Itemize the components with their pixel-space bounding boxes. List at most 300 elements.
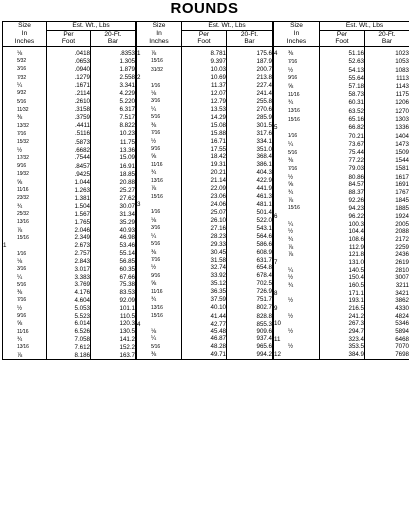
- bar-weight-cell: 2172: [365, 236, 409, 244]
- per-foot-cell: 27.16: [182, 224, 227, 232]
- size-cell: [3, 352, 47, 360]
- weight-table-1: [2, 21, 136, 360]
- per-foot-cell: 15.08: [182, 122, 227, 129]
- bar-weight-cell: 120.3: [91, 320, 136, 327]
- per-foot-cell: 57.18: [320, 83, 365, 91]
- size-cell: [137, 153, 182, 160]
- bar-weight-cell: 1023: [365, 50, 409, 58]
- table-row: [137, 320, 273, 327]
- size-cell: [274, 328, 320, 336]
- size-cell: [3, 336, 47, 343]
- per-foot-cell: 40.10: [182, 304, 227, 312]
- size-cell: [3, 328, 47, 336]
- size-fraction: ⅝: [17, 178, 23, 186]
- size-fraction: ½: [288, 173, 294, 181]
- table-row: [3, 210, 136, 218]
- size-cell: [137, 161, 182, 169]
- table-row: [137, 343, 273, 351]
- per-foot-cell: 35.12: [182, 280, 227, 287]
- table-row: [274, 251, 409, 259]
- per-foot-cell: 384.9: [320, 351, 365, 360]
- bar-weight-cell: 678.4: [227, 272, 273, 280]
- size-header: Size: [290, 22, 303, 29]
- size-cell: [274, 351, 320, 360]
- per-foot-cell: .5873: [47, 138, 91, 146]
- size-cell: [274, 157, 320, 165]
- size-fraction: 7⁄16: [288, 58, 298, 65]
- size-fraction: 11⁄32: [17, 106, 29, 113]
- bar-weight-cell: 16.91: [91, 162, 136, 170]
- table-row: [137, 296, 273, 303]
- bar-weight-cell: 543.1: [227, 224, 273, 232]
- size-cell: [274, 90, 320, 99]
- size-cell: [137, 106, 182, 113]
- size-cell: [3, 170, 47, 178]
- per-foot-cell: 8.186: [47, 352, 91, 360]
- bar-weight-cell: 1544: [365, 157, 409, 165]
- per-foot-cell: 79.03: [320, 165, 365, 174]
- per-foot-cell: 19.31: [182, 161, 227, 169]
- per-foot-cell: 46.87: [182, 335, 227, 342]
- size-cell: [274, 165, 320, 174]
- bar-weight-cell: 175.6: [227, 50, 273, 57]
- bar-weight-cell: 92.09: [91, 296, 136, 304]
- table-row: [137, 217, 273, 224]
- bar-weight-cell: 130.5: [91, 328, 136, 336]
- per-foot-cell: 241.2: [320, 313, 365, 321]
- bar-weight-cell: 334.1: [227, 138, 273, 145]
- table-row: [274, 220, 409, 228]
- bar-weight-cell: 1767: [365, 189, 409, 197]
- size-cell: [137, 97, 182, 105]
- size-fraction: ¾: [288, 282, 294, 290]
- bar-weight-cell: 227.4: [227, 82, 273, 90]
- table-row: [137, 50, 273, 57]
- table-row: [274, 290, 409, 298]
- bar-weight-cell: 7070: [365, 343, 409, 351]
- table-row: [137, 280, 273, 287]
- size-fraction: ¾: [288, 236, 294, 243]
- size-fraction: ¼: [151, 105, 157, 113]
- per-foot-cell: 171.1: [320, 290, 365, 298]
- size-fraction: ⅞: [151, 49, 157, 57]
- table-row: [3, 57, 136, 65]
- table-row: [274, 351, 409, 360]
- per-foot-cell: 63.52: [320, 107, 365, 116]
- per-foot-cell: 5.523: [47, 312, 91, 320]
- size-cell: [3, 106, 47, 114]
- table-row: [3, 274, 136, 281]
- size-cell: [274, 320, 320, 328]
- per-foot-cell: 36.35: [182, 288, 227, 296]
- size-cell: [274, 204, 320, 213]
- per-foot-cell: 32.74: [182, 264, 227, 271]
- size-cell: [137, 335, 182, 342]
- size-cell: [274, 74, 320, 83]
- size-cell: [3, 147, 47, 154]
- size-cell: [3, 130, 47, 138]
- bar-weight-cell: 3.341: [91, 82, 136, 89]
- size-fraction: 15⁄16: [151, 58, 163, 65]
- table-row: [137, 233, 273, 240]
- bar-weight-cell: 802.7: [227, 304, 273, 312]
- per-foot-cell: 25.07: [182, 208, 227, 216]
- size-fraction: 11⁄16: [17, 187, 29, 194]
- bar-weight-cell: 1.879: [91, 65, 136, 73]
- bar-weight-cell: 1113: [365, 74, 409, 83]
- size-whole: 1: [3, 242, 7, 250]
- size-cell: [137, 304, 182, 312]
- bar-weight-cell: 13.36: [91, 147, 136, 154]
- table-row: [3, 106, 136, 114]
- bar-weight-cell: 909.6: [227, 328, 273, 335]
- per-foot-cell: 12.79: [182, 97, 227, 105]
- bar-weight-cell: 4.229: [91, 89, 136, 97]
- bar-weight-cell: 7698: [365, 351, 409, 360]
- bar-weight-cell: 501.4: [227, 208, 273, 216]
- bar-weight-cell: 15.09: [91, 154, 136, 162]
- size-fraction: 7⁄16: [151, 130, 161, 137]
- per-foot-cell: 2.046: [47, 227, 91, 234]
- size-cell: [137, 208, 182, 216]
- per-foot-cell: 54.13: [320, 66, 365, 74]
- per-foot-cell: 70.21: [320, 132, 365, 141]
- size-fraction: ⅜: [17, 289, 23, 297]
- table-row: [3, 265, 136, 273]
- table-row: [274, 236, 409, 244]
- size-cell: [137, 217, 182, 224]
- per-foot-cell: 16.71: [182, 138, 227, 145]
- per-foot-cell: 6.526: [47, 328, 91, 336]
- size-cell: [274, 66, 320, 74]
- bar-weight-cell: 608.9: [227, 249, 273, 256]
- per-foot-cell: .4411: [47, 122, 91, 130]
- table-row: [274, 297, 409, 305]
- table-row: [137, 97, 273, 105]
- size-whole: 11: [274, 335, 281, 343]
- per-foot-cell: 49.71: [182, 351, 227, 359]
- per-foot-cell: 60.31: [320, 99, 365, 107]
- size-fraction: 5⁄16: [151, 114, 161, 121]
- size-fraction: 13⁄16: [288, 108, 300, 114]
- bar-weight-cell: 60.35: [91, 265, 136, 273]
- size-fraction: 1⁄16: [288, 133, 298, 140]
- size-cell: [137, 50, 182, 57]
- size-cell: [3, 227, 47, 234]
- table-row: [137, 224, 273, 232]
- table-row: [3, 328, 136, 336]
- table-row: [3, 250, 136, 258]
- table-row: [137, 351, 273, 359]
- per-foot-cell: 96.22: [320, 213, 365, 221]
- size-fraction: ⅝: [288, 181, 294, 189]
- per-foot-cell: 22.09: [182, 185, 227, 192]
- size-fraction: 7⁄16: [288, 165, 298, 172]
- bar-weight-cell: 53.46: [91, 242, 136, 249]
- size-cell: [3, 122, 47, 130]
- per-foot-cell: 42.77: [182, 320, 227, 327]
- bar-weight-cell: 965.6: [227, 343, 273, 351]
- bar-weight-cell: 56.85: [91, 258, 136, 265]
- size-fraction: 5⁄16: [17, 98, 27, 105]
- size-cell: [3, 289, 47, 296]
- per-foot-cell: 37.59: [182, 296, 227, 303]
- bar-weight-cell: 3211: [365, 282, 409, 290]
- size-fraction: ⅝: [151, 153, 157, 161]
- size-fraction: ½: [288, 297, 294, 305]
- size-whole: 5: [274, 124, 278, 132]
- table-row: [3, 162, 136, 170]
- size-cell: [274, 50, 320, 58]
- size-cell: [3, 98, 47, 106]
- per-foot-cell: .2610: [47, 98, 91, 106]
- size-cell: [274, 274, 320, 282]
- bar-header: 20-Ft. Bar: [227, 30, 273, 46]
- size-cell: [137, 288, 182, 296]
- table-row: [274, 181, 409, 189]
- size-fraction: ⅛: [151, 90, 157, 98]
- per-foot-cell: 140.5: [320, 267, 365, 275]
- size-fraction: ⅞: [288, 251, 294, 259]
- size-fraction: ⅛: [151, 327, 157, 335]
- bar-weight-cell: 1303: [365, 116, 409, 125]
- bar-weight-cell: 8.822: [91, 122, 136, 130]
- bar-weight-cell: 3862: [365, 297, 409, 305]
- bar-weight-cell: 2005: [365, 220, 409, 228]
- per-foot-cell: 88.37: [320, 189, 365, 197]
- table-row: [274, 66, 409, 74]
- size-fraction: ⅞: [288, 196, 294, 204]
- bar-weight-cell: 5346: [365, 320, 409, 328]
- size-fraction: ½: [288, 228, 294, 236]
- bar-weight-cell: 1924: [365, 213, 409, 221]
- table-row: [137, 122, 273, 129]
- size-fraction: ⅞: [151, 185, 157, 193]
- size-fraction: ½: [288, 66, 294, 74]
- per-foot-cell: 45.48: [182, 328, 227, 335]
- size-cell: [137, 82, 182, 90]
- size-cell: [137, 169, 182, 176]
- size-fraction: ⅝: [288, 82, 294, 90]
- weight-table-3: [273, 21, 409, 360]
- per-foot-cell: 1.567: [47, 210, 91, 218]
- table-row: [274, 213, 409, 221]
- table-row: [137, 256, 273, 264]
- table-row: [3, 320, 136, 327]
- size-fraction: ½: [151, 137, 157, 145]
- table-row: [3, 186, 136, 194]
- bar-weight-cell: 101.1: [91, 305, 136, 312]
- table-row: [274, 244, 409, 252]
- size-cell: [3, 343, 47, 351]
- per-foot-cell: 11.37: [182, 82, 227, 90]
- bar-weight-cell: 751.7: [227, 296, 273, 303]
- size-fraction: 9⁄16: [288, 75, 298, 82]
- per-foot-header: Per Foot: [47, 30, 91, 46]
- size-fraction: 17⁄32: [17, 154, 29, 161]
- size-fraction: ¼: [288, 220, 294, 228]
- table-row: [3, 154, 136, 162]
- size-cell: [3, 194, 47, 202]
- per-foot-cell: 1.381: [47, 194, 91, 202]
- size-fraction: ½: [288, 328, 294, 336]
- per-foot-cell: 84.57: [320, 181, 365, 189]
- per-foot-cell: 1.044: [47, 179, 91, 186]
- size-cell: [274, 228, 320, 236]
- size-fraction: ⅜: [151, 248, 157, 256]
- size-cell: [3, 50, 47, 57]
- size-fraction: 15⁄16: [151, 313, 163, 320]
- per-foot-cell: 6.014: [47, 320, 91, 327]
- table-row: [274, 124, 409, 132]
- table-row: [137, 240, 273, 248]
- bar-weight-cell: 270.6: [227, 106, 273, 113]
- size-fraction: ¾: [151, 169, 157, 177]
- per-foot-cell: .7544: [47, 154, 91, 162]
- table-row: [3, 305, 136, 312]
- table-row: [274, 58, 409, 67]
- size-fraction: ⅞: [288, 243, 294, 251]
- page-title: ROUNDS: [170, 0, 239, 17]
- bar-weight-cell: 163.7: [91, 352, 136, 360]
- est-weight-header: Est. Wt., Lbs: [47, 22, 136, 31]
- size-fraction: ⅞: [17, 351, 23, 359]
- per-foot-cell: 2.843: [47, 258, 91, 265]
- size-cell: [137, 249, 182, 256]
- size-fraction: 1⁄16: [151, 82, 161, 89]
- per-foot-cell: 112.9: [320, 244, 365, 252]
- bar-weight-cell: 317.6: [227, 129, 273, 137]
- size-cell: [274, 220, 320, 228]
- table-row: [3, 336, 136, 343]
- table-row: [3, 170, 136, 178]
- bar-weight-cell: 46.98: [91, 234, 136, 242]
- size-cell: [274, 196, 320, 204]
- bar-weight-cell: 67.66: [91, 274, 136, 281]
- size-cell: [274, 343, 320, 351]
- size-fraction: ½: [17, 146, 23, 154]
- size-cell: [137, 296, 182, 303]
- table-row: [137, 264, 273, 271]
- bar-weight-cell: 55.14: [91, 250, 136, 258]
- per-foot-cell: 8.781: [182, 50, 227, 57]
- bar-weight-cell: 1473: [365, 141, 409, 149]
- bar-weight-cell: 441.9: [227, 185, 273, 192]
- bar-weight-cell: 152.2: [91, 343, 136, 351]
- table-row: [274, 196, 409, 204]
- size-cell: [274, 148, 320, 157]
- size-fraction: ¼: [288, 266, 294, 274]
- per-foot-cell: 3.769: [47, 281, 91, 289]
- size-whole: 1: [137, 49, 141, 57]
- table-row: [3, 234, 136, 242]
- per-foot-cell: 10.69: [182, 74, 227, 81]
- size-header: Size: [152, 22, 166, 29]
- size-cell: [137, 272, 182, 280]
- per-foot-cell: 121.8: [320, 251, 365, 259]
- size-cell: [3, 57, 47, 65]
- size-cell: [137, 351, 182, 359]
- table-row: [137, 185, 273, 192]
- per-foot-cell: 58.73: [320, 90, 365, 99]
- bar-weight-cell: 11.75: [91, 138, 136, 146]
- size-subheader: In Inches: [3, 30, 47, 46]
- size-fraction: 7⁄16: [17, 130, 27, 137]
- bar-weight-cell: 2.558: [91, 74, 136, 82]
- size-fraction: 7⁄16: [17, 297, 27, 304]
- size-fraction: 5⁄16: [17, 281, 27, 288]
- table-row: [274, 173, 409, 181]
- table-row: [3, 138, 136, 146]
- size-fraction: ⅛: [151, 216, 157, 224]
- per-foot-cell: 3.017: [47, 265, 91, 273]
- size-cell: [137, 343, 182, 351]
- size-whole: 10: [274, 320, 281, 328]
- table-row: [3, 98, 136, 106]
- size-fraction: 15⁄16: [17, 234, 29, 241]
- table-row: [274, 267, 409, 275]
- size-cell: [274, 259, 320, 267]
- per-foot-cell: .1671: [47, 82, 91, 89]
- size-cell: [3, 281, 47, 289]
- size-fraction: 3⁄16: [17, 266, 27, 273]
- size-cell: [137, 145, 182, 153]
- table-row: [137, 328, 273, 335]
- size-fraction: 1⁄16: [151, 209, 161, 216]
- table-row: [3, 258, 136, 265]
- est-weight-header: Est. Wt., Lbs: [182, 22, 273, 31]
- per-foot-cell: 51.16: [320, 50, 365, 58]
- bar-weight-cell: 2088: [365, 228, 409, 236]
- bar-weight-cell: 855.3: [227, 320, 273, 327]
- per-foot-cell: 66.82: [320, 124, 365, 132]
- size-cell: [3, 154, 47, 162]
- bar-weight-cell: 27.62: [91, 194, 136, 202]
- per-foot-cell: .2114: [47, 89, 91, 97]
- table-row: [274, 90, 409, 99]
- per-foot-cell: 17.55: [182, 145, 227, 153]
- table-row: [274, 204, 409, 213]
- size-whole: 12: [274, 351, 281, 359]
- per-foot-cell: 4.604: [47, 296, 91, 304]
- bar-weight-cell: 18.85: [91, 170, 136, 178]
- size-cell: [274, 99, 320, 107]
- per-foot-cell: 21.14: [182, 177, 227, 185]
- size-cell: [3, 312, 47, 320]
- per-foot-cell: .5116: [47, 130, 91, 138]
- table-row: [274, 313, 409, 321]
- table-row: [274, 228, 409, 236]
- table-row: [274, 320, 409, 328]
- size-fraction: 11⁄16: [17, 328, 29, 335]
- bar-weight-cell: 5.220: [91, 98, 136, 106]
- size-fraction: ⅝: [151, 280, 157, 288]
- size-cell: [137, 193, 182, 201]
- table-row: [137, 66, 273, 74]
- per-foot-cell: 3.383: [47, 274, 91, 281]
- bar-weight-cell: 368.4: [227, 153, 273, 160]
- per-foot-cell: 15.88: [182, 129, 227, 137]
- size-cell: [3, 218, 47, 226]
- bar-weight-cell: 994.2: [227, 351, 273, 359]
- table-row: [3, 242, 136, 249]
- bar-weight-cell: 461.3: [227, 193, 273, 201]
- table-row: [137, 106, 273, 113]
- per-foot-cell: 1.504: [47, 203, 91, 210]
- size-cell: [274, 132, 320, 141]
- size-fraction: 9⁄32: [17, 90, 27, 97]
- size-cell: [274, 141, 320, 149]
